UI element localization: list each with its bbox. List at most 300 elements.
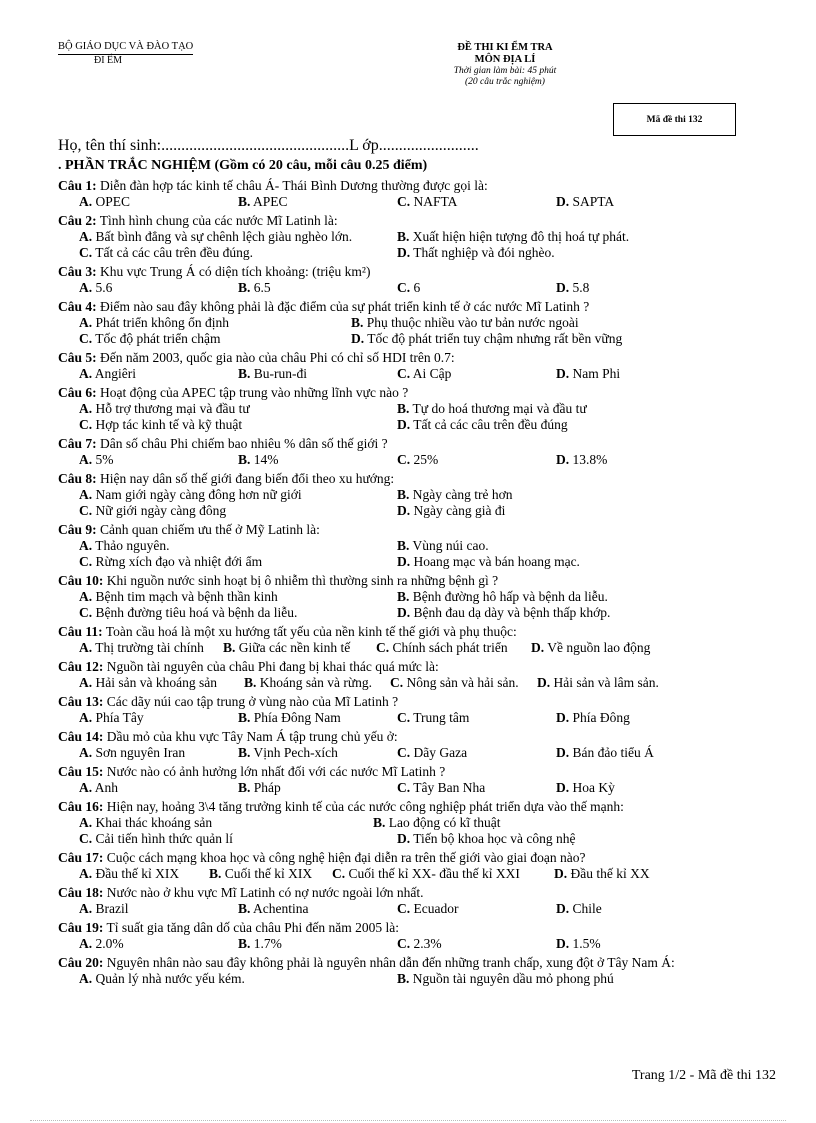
answer-option[interactable] [556, 194, 614, 209]
option-text: 2.3% [410, 936, 442, 951]
answer-option[interactable] [397, 538, 489, 553]
option-letter: A. [79, 936, 93, 951]
answer-option[interactable] [238, 901, 309, 916]
option-letter: B. [397, 229, 410, 244]
question-stem [58, 885, 788, 901]
question [58, 436, 788, 467]
option-text: 13.8% [569, 452, 608, 467]
option-text: Vịnh Pech-xích [250, 745, 338, 760]
answer-option[interactable] [238, 780, 281, 795]
question-number: Câu 20: [58, 955, 104, 970]
option-text: Bệnh đường hô hấp và bệnh da liễu. [409, 589, 608, 604]
option-letter: C. [79, 503, 93, 518]
answer-option[interactable] [531, 640, 650, 655]
question-number: Câu 7: [58, 436, 97, 451]
option-text: Ecuador [410, 901, 459, 916]
option-text: 1.5% [569, 936, 601, 951]
question-stem [58, 955, 788, 971]
option-letter: A. [79, 452, 93, 467]
answer-option[interactable] [79, 245, 253, 260]
answer-option[interactable] [351, 315, 579, 330]
question-text: Tỉ suất gia tăng dân dố của châu Phi đến năm 2005 là: [103, 920, 399, 935]
answer-option[interactable] [397, 745, 467, 760]
answer-options [79, 815, 788, 846]
answer-option[interactable] [79, 452, 114, 467]
answer-option[interactable] [79, 589, 278, 604]
answer-option[interactable] [79, 331, 220, 346]
option-letter: C. [79, 831, 93, 846]
option-text: SAPTA [569, 194, 615, 209]
question [58, 178, 788, 209]
answer-option[interactable] [79, 487, 302, 502]
option-text: 1.7% [250, 936, 282, 951]
option-text: 25% [410, 452, 439, 467]
option-letter: B. [238, 710, 251, 725]
answer-option[interactable] [351, 331, 622, 346]
option-letter: A. [79, 487, 93, 502]
option-text: Hỗ trợ thương mại và đầu tư [92, 401, 250, 416]
option-letter: D. [554, 866, 568, 881]
answer-option[interactable] [397, 710, 469, 725]
option-letter: C. [397, 901, 411, 916]
option-letter: D. [556, 936, 570, 951]
option-text: Bu-run-đi [250, 366, 308, 381]
answer-options [79, 901, 788, 916]
option-letter: A. [79, 745, 93, 760]
answer-option[interactable] [79, 831, 233, 846]
exam-subject: MÔN ĐỊA LÍ [474, 54, 536, 65]
question [58, 920, 788, 951]
answer-options [79, 401, 788, 432]
question-number: Câu 19: [58, 920, 104, 935]
ministry-header [58, 41, 193, 67]
answer-options [79, 366, 788, 381]
option-text: Nguồn tài nguyên dầu mỏ phong phú [409, 971, 614, 986]
answer-option[interactable] [397, 280, 420, 295]
answer-option[interactable] [79, 780, 118, 795]
answer-option[interactable] [223, 640, 350, 655]
answer-options [79, 675, 788, 690]
option-letter: C. [397, 280, 411, 295]
option-letter: D. [397, 605, 411, 620]
option-text: Thị trường tài chính [92, 640, 204, 655]
answer-option[interactable] [397, 487, 513, 502]
question-stem [58, 659, 788, 675]
option-text: Achentina [250, 901, 309, 916]
option-letter: C. [376, 640, 390, 655]
question-text: Các dãy núi cao tập trung ở vùng nào của Mĩ Latinh ? [103, 694, 399, 709]
option-text: Khai thác khoáng sản [92, 815, 213, 830]
option-text: Nữ giới ngày càng đông [92, 503, 227, 518]
option-letter: B. [238, 745, 251, 760]
question-text: Dầu mỏ của khu vực Tây Nam Á tập trung chủ yếu ở: [103, 729, 398, 744]
question-text: Hoạt động của APEC tập trung vào những lĩnh vực nào ? [96, 385, 409, 400]
page-footer: Trang 1/2 - Mã đề thi 132 [631, 1068, 776, 1083]
option-letter: B. [238, 280, 251, 295]
option-letter: A. [79, 640, 93, 655]
option-text: Ngày càng trẻ hơn [409, 487, 513, 502]
option-letter: A. [79, 315, 93, 330]
option-letter: B. [209, 866, 222, 881]
answer-option[interactable] [79, 640, 204, 655]
question-stem [58, 350, 788, 366]
answer-options [79, 971, 788, 986]
option-letter: C. [79, 605, 93, 620]
exam-time: Thời gian làm bài: 45 phút [453, 66, 557, 76]
option-text: 6.5 [250, 280, 271, 295]
section-title: . PHẦN TRẮC NGHIỆM (Gồm có 20 câu, mỗi câu 0.25 điểm) [58, 158, 428, 173]
option-text: Vùng núi cao. [409, 538, 489, 553]
option-text: 14% [250, 452, 279, 467]
answer-option[interactable] [537, 675, 659, 690]
option-text: Bệnh đau dạ dày và bệnh thấp khớp. [410, 605, 611, 620]
question-text: Toàn cầu hoá là một xu hướng tất yếu của nền kinh tế thế giới và phụ thuộc: [102, 624, 517, 639]
answer-option[interactable] [397, 245, 555, 260]
question-number: Câu 6: [58, 385, 97, 400]
answer-option[interactable] [238, 280, 271, 295]
option-text: 5.8 [569, 280, 590, 295]
option-text: Xuất hiện hiện tượng đô thị hoá tự phát. [409, 229, 630, 244]
answer-option[interactable] [79, 710, 144, 725]
option-letter: D. [397, 554, 411, 569]
answer-option[interactable] [390, 675, 519, 690]
answer-option[interactable] [397, 901, 458, 916]
question-number: Câu 12: [58, 659, 104, 674]
option-text: Phát triển không ổn định [92, 315, 229, 330]
answer-option[interactable] [397, 503, 505, 518]
option-text: Tiến bộ khoa học và công nhệ [410, 831, 576, 846]
answer-options [79, 866, 788, 881]
question-text: Điểm nào sau đây không phải là đặc điểm của sự phát triển kinh tế ở các nước Mĩ Latinh ? [96, 299, 590, 314]
option-letter: B. [244, 675, 257, 690]
option-text: Hoa Kỳ [569, 780, 615, 795]
question [58, 729, 788, 760]
option-letter: D. [556, 366, 570, 381]
answer-options [79, 487, 788, 518]
answer-option[interactable] [238, 366, 307, 381]
question-text: Khi nguồn nước sinh hoạt bị ô nhiễm thì thường sinh ra những bệnh gì ? [103, 573, 499, 588]
option-letter: B. [238, 452, 251, 467]
answer-options [79, 780, 788, 795]
answer-option[interactable] [332, 866, 520, 881]
answer-option[interactable] [556, 936, 601, 951]
option-letter: B. [373, 815, 386, 830]
page-divider [30, 1120, 786, 1121]
question [58, 385, 788, 432]
question [58, 850, 788, 881]
answer-option[interactable] [79, 971, 245, 986]
answer-option[interactable] [79, 866, 179, 881]
question-stem [58, 729, 788, 745]
option-text: Thất nghiệp và đói nghèo. [410, 245, 555, 260]
ministry-name: BỘ GIÁO DỤC VÀ ĐÀO TẠO [58, 41, 193, 55]
option-letter: D. [397, 831, 411, 846]
option-letter: B. [238, 366, 251, 381]
option-letter: D. [556, 745, 570, 760]
answer-option[interactable] [556, 901, 602, 916]
option-letter: A. [79, 815, 93, 830]
option-text: Cuối thế kỉ XIX [221, 866, 313, 881]
answer-option[interactable] [397, 780, 485, 795]
answer-option[interactable] [397, 971, 614, 986]
answer-option[interactable] [238, 745, 338, 760]
option-letter: D. [556, 780, 570, 795]
question-stem [58, 436, 788, 452]
option-text: Cuối thế kỉ XX- đầu thế kỉ XXI [345, 866, 520, 881]
question-text: Khu vực Trung Á có diện tích khoảng: (triệu km²) [96, 264, 371, 279]
answer-option[interactable] [209, 866, 312, 881]
option-letter: B. [238, 194, 251, 209]
option-letter: D. [556, 280, 570, 295]
question [58, 624, 788, 655]
question-text: Nước nào có ảnh hưởng lớn nhất đối với các nước Mĩ Latinh ? [103, 764, 446, 779]
answer-option[interactable] [79, 936, 124, 951]
question-stem [58, 920, 788, 936]
question-number: Câu 1: [58, 178, 97, 193]
option-letter: C. [79, 554, 93, 569]
option-text: Nam Phi [569, 366, 621, 381]
option-text: 2.0% [92, 936, 124, 951]
answer-options [79, 229, 788, 260]
question-number: Câu 11: [58, 624, 103, 639]
question-number: Câu 13: [58, 694, 104, 709]
option-letter: B. [397, 401, 410, 416]
option-text: Angiêri [92, 366, 136, 381]
option-text: Trung tâm [410, 710, 470, 725]
question [58, 471, 788, 518]
option-text: Hợp tác kinh tế và kỹ thuật [92, 417, 243, 432]
answer-option[interactable] [79, 745, 185, 760]
option-text: Ngày càng già đi [410, 503, 506, 518]
answer-option[interactable] [79, 315, 229, 330]
answer-option[interactable] [79, 538, 170, 553]
option-text: Khoáng sản và rừng. [256, 675, 373, 690]
question-text: Diễn đàn hợp tác kinh tế châu Á- Thái Bình Dương thường được gọi là: [96, 178, 488, 193]
answer-option[interactable] [79, 901, 129, 916]
answer-option[interactable] [397, 417, 568, 432]
option-letter: D. [351, 331, 365, 346]
question-number: Câu 17: [58, 850, 104, 865]
option-letter: C. [79, 331, 93, 346]
option-text: Hoang mạc và bán hoang mạc. [410, 554, 580, 569]
option-letter: A. [79, 971, 93, 986]
option-letter: C. [397, 710, 411, 725]
option-text: Tự do hoá thương mại và đầu tư [409, 401, 587, 416]
option-text: Bệnh đường tiêu hoá và bệnh da liễu. [92, 605, 298, 620]
option-letter: B. [351, 315, 364, 330]
option-letter: B. [238, 901, 251, 916]
answer-options [79, 538, 788, 569]
question [58, 213, 788, 260]
exam-question-count: (20 câu trắc nghiệm) [465, 77, 545, 87]
option-letter: D. [556, 452, 570, 467]
option-text: Dãy Gaza [410, 745, 468, 760]
answer-option[interactable] [556, 452, 607, 467]
option-text: Bệnh tim mạch và bệnh thần kinh [92, 589, 278, 604]
option-text: Pháp [250, 780, 281, 795]
option-text: Tất cả các câu trên đều đúng. [92, 245, 254, 260]
answer-option[interactable] [79, 401, 250, 416]
option-text: Hải sản và khoáng sản [92, 675, 217, 690]
option-letter: D. [397, 417, 411, 432]
question-number: Câu 10: [58, 573, 104, 588]
option-letter: C. [397, 780, 411, 795]
question [58, 885, 788, 916]
option-text: Cải tiến hình thức quản lí [92, 831, 233, 846]
option-text: Sơn nguyên Iran [92, 745, 186, 760]
answer-option[interactable] [397, 194, 457, 209]
question-text: Dân số châu Phi chiếm bao nhiêu % dân số thế giới ? [96, 436, 388, 451]
answer-option[interactable] [373, 815, 501, 830]
score-label: ĐI ỂM [94, 55, 123, 66]
answer-option[interactable] [397, 605, 610, 620]
option-text: Về nguồn lao động [544, 640, 651, 655]
option-text: 5.6 [92, 280, 113, 295]
option-text: Bất bình đẳng và sự chênh lệch giàu nghèo lớn. [92, 229, 353, 244]
option-letter: C. [79, 245, 93, 260]
answer-option[interactable] [397, 831, 575, 846]
answer-option[interactable] [79, 675, 217, 690]
answer-option[interactable] [554, 866, 650, 881]
option-letter: C. [397, 194, 411, 209]
option-letter: A. [79, 780, 93, 795]
answer-options [79, 589, 788, 620]
question [58, 694, 788, 725]
option-letter: A. [79, 589, 93, 604]
option-letter: B. [397, 487, 410, 502]
option-letter: C. [79, 417, 93, 432]
option-letter: D. [397, 245, 411, 260]
question-stem [58, 522, 788, 538]
exam-code-box [613, 103, 736, 136]
question-text: Đến năm 2003, quốc gia nào của châu Phi có chỉ số HDI trên 0.7: [96, 350, 455, 365]
question-stem [58, 264, 788, 280]
question-text: Hiện nay, hoảng 3\4 tăng trưởng kinh tế của các nước công nghiệp phát triển dựa vào thế mạnh: [103, 799, 624, 814]
question-number: Câu 15: [58, 764, 104, 779]
option-text: Phụ thuộc nhiều vào tư bản nước ngoài [363, 315, 579, 330]
option-letter: C. [397, 366, 411, 381]
answer-options [79, 280, 788, 295]
answer-option[interactable] [238, 194, 288, 209]
answer-option[interactable] [556, 366, 620, 381]
option-text: Tốc độ phát triển chậm [92, 331, 221, 346]
answer-option[interactable] [79, 503, 226, 518]
answer-option[interactable] [397, 229, 629, 244]
answer-option[interactable] [79, 605, 297, 620]
answer-option[interactable] [79, 417, 242, 432]
option-text: Rừng xích đạo và nhiệt đới ẩm [92, 554, 263, 569]
answer-option[interactable] [556, 780, 615, 795]
question [58, 350, 788, 381]
answer-options [79, 936, 788, 951]
option-letter: B. [238, 780, 251, 795]
answer-option[interactable] [556, 745, 654, 760]
question-number: Câu 3: [58, 264, 97, 279]
answer-option[interactable] [397, 366, 451, 381]
question-number: Câu 18: [58, 885, 104, 900]
answer-option[interactable] [244, 675, 372, 690]
question-stem [58, 694, 788, 710]
question-stem [58, 764, 788, 780]
question-number: Câu 14: [58, 729, 104, 744]
answer-option[interactable] [238, 710, 341, 725]
question-stem [58, 471, 788, 487]
question-text: Nguồn tài nguyên của châu Phi đang bị khai thác quá mức là: [103, 659, 439, 674]
option-letter: A. [79, 229, 93, 244]
exam-title: ĐỀ THI KI ỂM TRA [457, 42, 553, 53]
option-letter: A. [79, 710, 93, 725]
answer-option[interactable] [397, 452, 438, 467]
option-text: APEC [250, 194, 288, 209]
answer-option[interactable] [238, 452, 279, 467]
answer-options [79, 452, 788, 467]
answer-option[interactable] [79, 815, 212, 830]
option-letter: C. [397, 452, 411, 467]
question [58, 299, 788, 346]
option-text: OPEC [92, 194, 131, 209]
option-letter: D. [556, 710, 570, 725]
option-letter: A. [79, 901, 93, 916]
answer-option[interactable] [238, 936, 282, 951]
option-letter: D. [556, 901, 570, 916]
option-text: Tốc độ phát triển tuy chậm nhưng rất bền vững [364, 331, 623, 346]
option-text: Nam giới ngày càng đông hơn nữ giới [92, 487, 302, 502]
answer-option[interactable] [79, 554, 262, 569]
answer-option[interactable] [397, 936, 442, 951]
option-text: Đầu thế kỉ XIX [92, 866, 180, 881]
option-letter: B. [238, 936, 251, 951]
answer-option[interactable] [79, 366, 136, 381]
question [58, 522, 788, 569]
answer-option[interactable] [79, 280, 112, 295]
question-stem [58, 799, 788, 815]
question-number: Câu 5: [58, 350, 97, 365]
option-text: Chính sách phát triển [389, 640, 508, 655]
option-letter: C. [397, 936, 411, 951]
option-text: Thảo nguyên. [92, 538, 170, 553]
option-letter: D. [556, 194, 570, 209]
answer-option[interactable] [556, 280, 589, 295]
option-text: Tây Ban Nha [410, 780, 486, 795]
answer-option[interactable] [397, 554, 580, 569]
answer-option[interactable] [397, 589, 608, 604]
question-text: Cuộc cách mạng khoa học và công nghệ hiện đại diễn ra trên thế giới vào giai đoạn nào? [103, 850, 586, 865]
question-stem [58, 213, 788, 229]
option-letter: B. [223, 640, 236, 655]
answer-option[interactable] [556, 710, 630, 725]
option-letter: A. [79, 866, 93, 881]
option-text: Phía Đông Nam [250, 710, 341, 725]
answer-option[interactable] [397, 401, 587, 416]
option-text: Phía Tây [92, 710, 144, 725]
option-text: Đầu thế kỉ XX [567, 866, 650, 881]
option-text: Brazil [92, 901, 129, 916]
answer-option[interactable] [79, 229, 352, 244]
option-text: Bán đảo tiểu Á [569, 745, 654, 760]
question-number: Câu 16: [58, 799, 104, 814]
answer-option[interactable] [376, 640, 508, 655]
question-text: Cảnh quan chiếm ưu thế ở Mỹ Latinh là: [96, 522, 320, 537]
option-text: Tất cả các câu trên đều đúng [410, 417, 568, 432]
answer-option[interactable] [79, 194, 130, 209]
answer-options [79, 194, 788, 209]
option-text: Phía Đông [569, 710, 630, 725]
question [58, 799, 788, 846]
option-text: Ai Cập [410, 366, 452, 381]
question-stem [58, 850, 788, 866]
question [58, 764, 788, 795]
option-letter: C. [397, 745, 411, 760]
